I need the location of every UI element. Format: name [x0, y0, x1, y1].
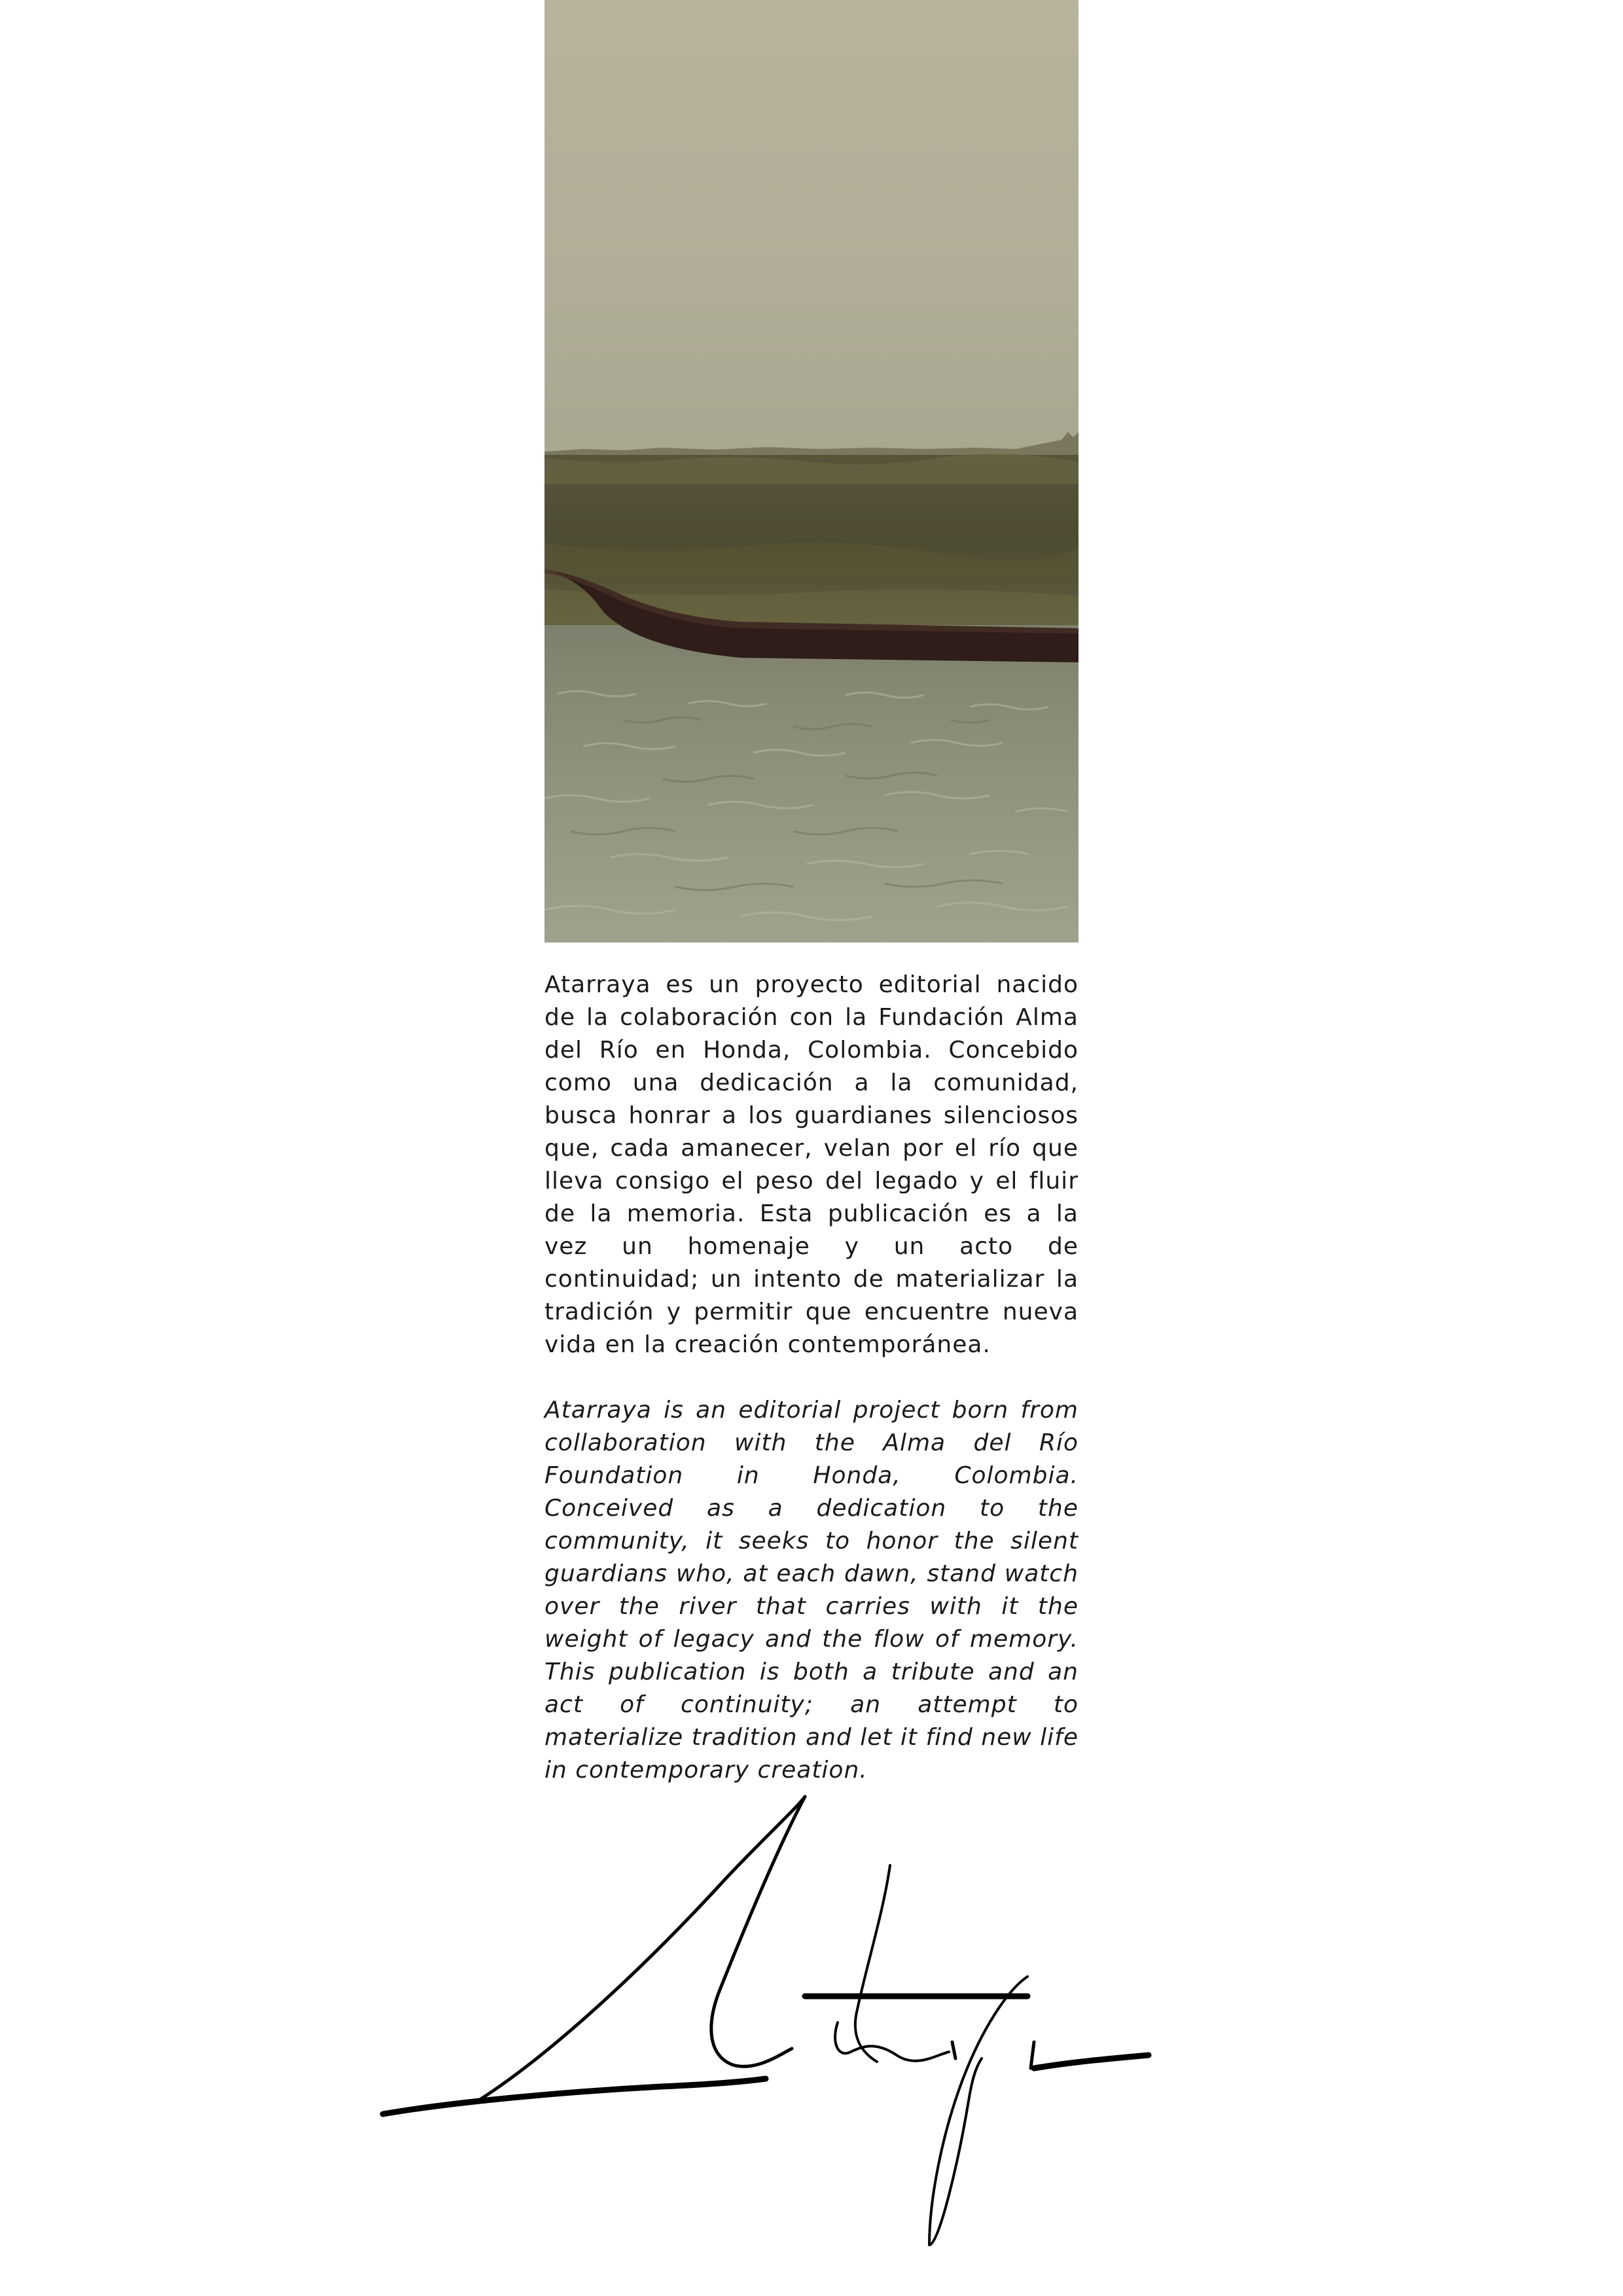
english-paragraph: Atarraya is an editorial project born from collaboration with the Alma del Río Foundation in Honda, Colombia. Conceived as a dedication to the community, it seeks to honor the silent guardians who, at each dawn, stand watch over the river that carries with it the weight of legacy and the flow of memory. This publication is both a tribute and an act of continuity; an attempt to materialize tradition and let it find new life in contemporary creation. — [544, 1397, 1079, 1784]
spanish-paragraph: Atarraya es un proyecto editorial nacido de la colaboración con la Fundación Alma del Río en Honda, Colombia. Concebido como una dedicación a la comunidad, busca honrar a los guardianes silenciosos que, cada amanecer, velan por el río que lleva consigo el peso del legado y el fluir de la memoria. Esta publicación es a la vez un homenaje y un acto de continuidad; un intento de materializar la tradición y permitir que encuentre nueva vida en la creación contemporánea. — [544, 971, 1079, 1358]
handwritten-signature-icon — [380, 1793, 1152, 2251]
body-text — [544, 969, 1079, 1787]
river-canoe-photo — [544, 0, 1079, 942]
